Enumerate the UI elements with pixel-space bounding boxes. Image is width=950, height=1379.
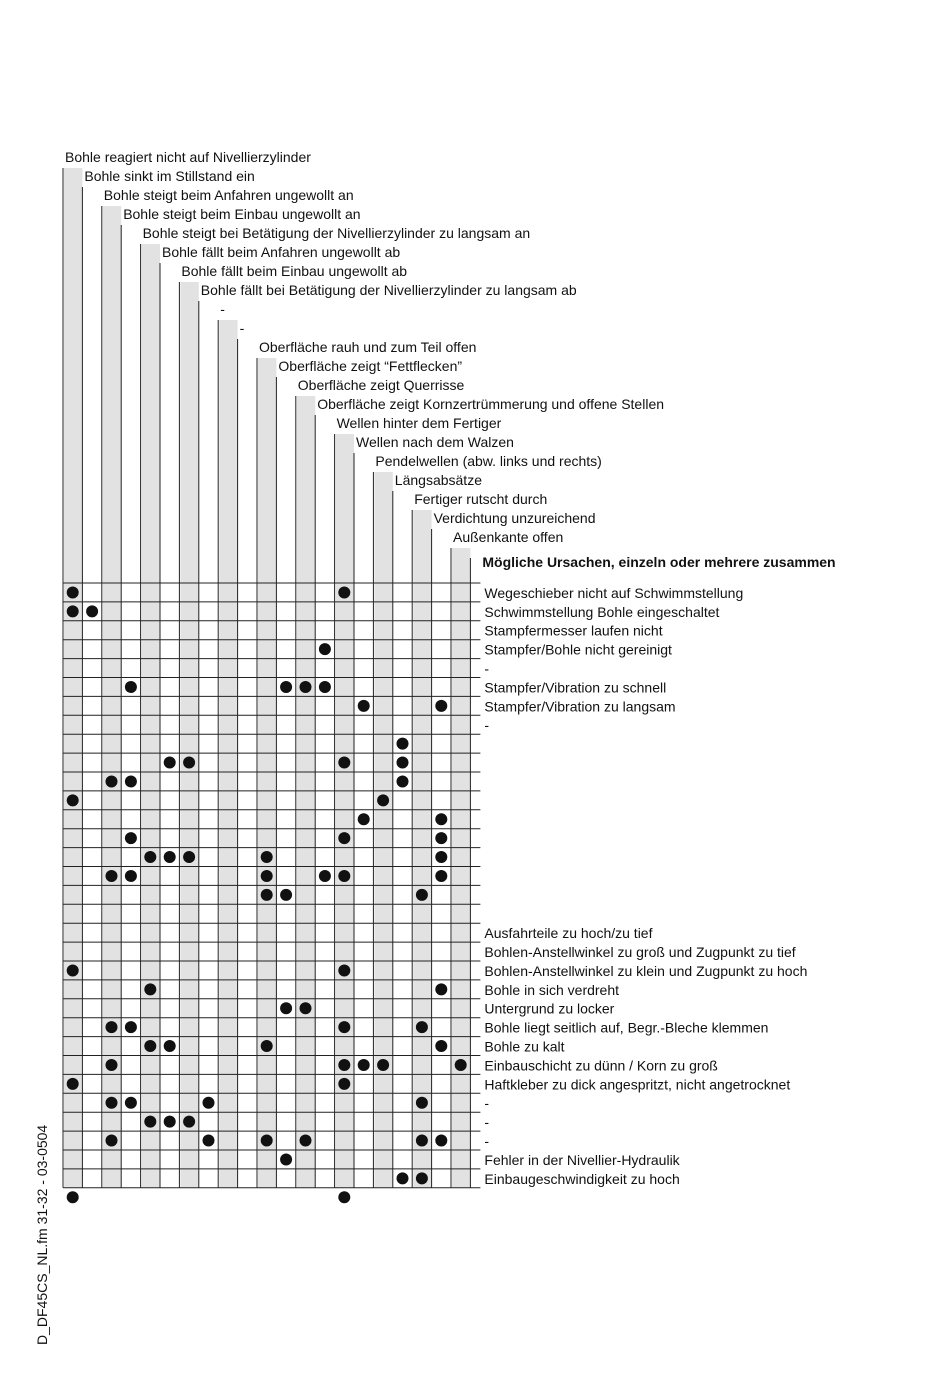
cause-label: Untergrund zu locker [484,1000,615,1017]
cause-label: Bohlen-Anstellwinkel zu groß und Zugpunkt zu tief [484,944,796,960]
matrix-dot [338,832,350,844]
matrix-dot [164,851,176,863]
matrix-dot [183,851,195,863]
symptom-label: Bohle sinkt im Stillstand ein [84,168,255,184]
cause-label: Stampfer/Bohle nicht gereinigt [484,641,672,658]
column-shade [258,358,276,1188]
matrix-dot [435,983,447,995]
matrix-dot [144,1116,156,1128]
matrix-dot [203,1135,215,1147]
cause-label: Schwimmstellung Bohle eingeschaltet [484,603,720,620]
symptom-label: Bohle fällt beim Anfahren ungewollt ab [162,244,401,260]
symptom-label: Oberfläche rauh und zum Teil offen [259,339,477,355]
matrix-dot [125,1097,137,1109]
matrix-dot [319,681,331,693]
matrix-dot [338,964,350,976]
matrix-dot [183,757,195,769]
matrix-dot [164,1040,176,1052]
cause-label: - [484,660,490,677]
matrix-dot [164,1116,176,1128]
matrix-dot [280,1002,292,1014]
symptom-label: Pendelwellen (abw. links und rechts) [375,453,602,469]
matrix-dot [435,870,447,882]
matrix-dot [377,1059,389,1071]
matrix-dot [183,1116,195,1128]
matrix-dot [261,1135,273,1147]
causes-header: Mögliche Ursachen, einzeln oder mehrere zusammen [482,554,836,570]
symptom-label: Bohle reagiert nicht auf Nivellierzylinder [65,149,311,165]
matrix-dot [125,832,137,844]
matrix-dot [280,889,292,901]
matrix-dot [261,870,273,882]
cause-label: Ausfahrteile zu hoch/zu tief [484,925,653,942]
matrix-dot [338,1059,350,1071]
cause-label: - [484,1114,490,1131]
matrix-dot [125,1021,137,1033]
column-shade [219,320,237,1188]
symptom-label: Bohle fällt beim Einbau ungewollt ab [181,263,408,279]
matrix-dot [261,889,273,901]
matrix-dot [261,1040,273,1052]
matrix-dot [300,681,312,693]
symptom-label: Oberfläche zeigt “Fettflecken” [278,358,463,374]
matrix-dot [397,775,409,787]
symptom-label: Wellen hinter dem Fertiger [336,415,502,431]
symptom-label: Verdichtung unzureichend [433,510,596,526]
matrix-dot [300,1002,312,1014]
matrix-dot [338,757,350,769]
matrix-dot [67,794,79,806]
matrix-dot [397,738,409,750]
symptom-label: Außenkante offen [453,529,564,545]
matrix-dot [397,1172,409,1184]
matrix-dot [377,794,389,806]
matrix-dot [67,605,79,617]
matrix-dot [416,889,428,901]
symptom-label: Oberfläche zeigt Kornzertrümmerung und offene Stellen [317,396,665,412]
matrix-dot [203,1097,215,1109]
matrix-dot [416,1172,428,1184]
cause-label: Einbauschicht zu dünn / Korn zu groß [484,1057,718,1074]
symptom-label: Bohle steigt bei Betätigung der Nivellierzylinder zu langsam an [142,225,531,241]
matrix-dot [338,1078,350,1090]
column-shade [374,472,392,1188]
symptom-label: Fertiger rutscht durch [414,491,548,507]
matrix-dot [435,813,447,825]
matrix-dot [416,1135,428,1147]
symptom-label: Wellen nach dem Walzen [356,434,514,450]
matrix-dot [435,832,447,844]
cause-label: - [484,717,490,734]
matrix-dot [106,1097,118,1109]
matrix-dot [280,1153,292,1165]
matrix-dot [144,1040,156,1052]
matrix-dot [67,1191,79,1203]
matrix-dot [67,964,79,976]
cause-label: Stampfer/Vibration zu langsam [484,698,676,715]
document-code: D_DF45CS_NL.fm 31-32 - 03-0504 [34,1124,50,1345]
matrix-dot [106,1135,118,1147]
symptom-label: - [220,301,225,317]
matrix-dot [319,643,331,655]
symptom-label: Bohle fällt bei Betätigung der Nivellierzylinder zu langsam ab [200,282,577,298]
matrix-dot [144,851,156,863]
matrix-dot [125,681,137,693]
cause-label: Bohle in sich verdreht [484,981,620,998]
matrix-dot [435,851,447,863]
matrix-dot [144,983,156,995]
matrix-dot [106,870,118,882]
cause-label: - [484,1133,490,1149]
column-shade [413,510,431,1188]
cause-labels [484,585,807,1187]
matrix-dot [455,1059,467,1071]
cause-label: Haftkleber zu dick angespritzt, nicht angetrocknet [484,1076,791,1093]
column-shade [180,282,198,1188]
matrix-dot [164,757,176,769]
column-shade [452,548,470,1188]
symptom-label: - [239,320,245,336]
symptom-label: Oberfläche zeigt Querrisse [297,377,465,393]
cause-label: Bohle zu kalt [484,1038,565,1055]
matrix-dot [358,813,370,825]
matrix-dot [261,851,273,863]
matrix-dot [338,1191,350,1203]
matrix-dot [106,775,118,787]
matrix-dot [416,1097,428,1109]
matrix-dot [416,1021,428,1033]
matrix-dot [280,681,292,693]
cause-label: Stampfer/Vibration zu schnell [484,679,667,696]
cause-label: Einbaugeschwindigkeit zu hoch [484,1170,680,1187]
matrix-dot [125,775,137,787]
symptom-label: Bohle steigt beim Anfahren ungewollt an [103,187,354,203]
matrix-dot [106,1021,118,1033]
matrix-dot [300,1135,312,1147]
matrix-dot [86,605,98,617]
matrix-dot [435,700,447,712]
matrix-dot [435,1040,447,1052]
matrix-dot [319,870,331,882]
cause-label: Wegeschieber nicht auf Schwimmstellung [484,584,744,601]
cause-label: Fehler in der Nivellier-Hydraulik [484,1151,680,1168]
symptom-label: Bohle steigt beim Einbau ungewollt an [123,206,361,222]
matrix-dot [67,586,79,598]
cause-label: Stampfermesser laufen nicht [484,622,663,639]
matrix-dot [358,700,370,712]
matrix-dot [338,1021,350,1033]
matrix-dot [358,1059,370,1071]
matrix-dot [106,1059,118,1071]
matrix-dot [338,586,350,598]
matrix-dot [435,1135,447,1147]
cause-label: Bohle liegt seitlich auf, Begr.-Bleche klemmen [484,1019,769,1036]
matrix-dot [397,757,409,769]
cause-label: Bohlen-Anstellwinkel zu klein und Zugpunkt zu hoch [484,962,808,979]
cause-label: - [484,1095,490,1112]
column-shade [297,396,315,1188]
symptom-label: Längsabsätze [394,472,482,488]
matrix-dot [67,1078,79,1090]
matrix-dot [125,870,137,882]
matrix-dot [338,870,350,882]
